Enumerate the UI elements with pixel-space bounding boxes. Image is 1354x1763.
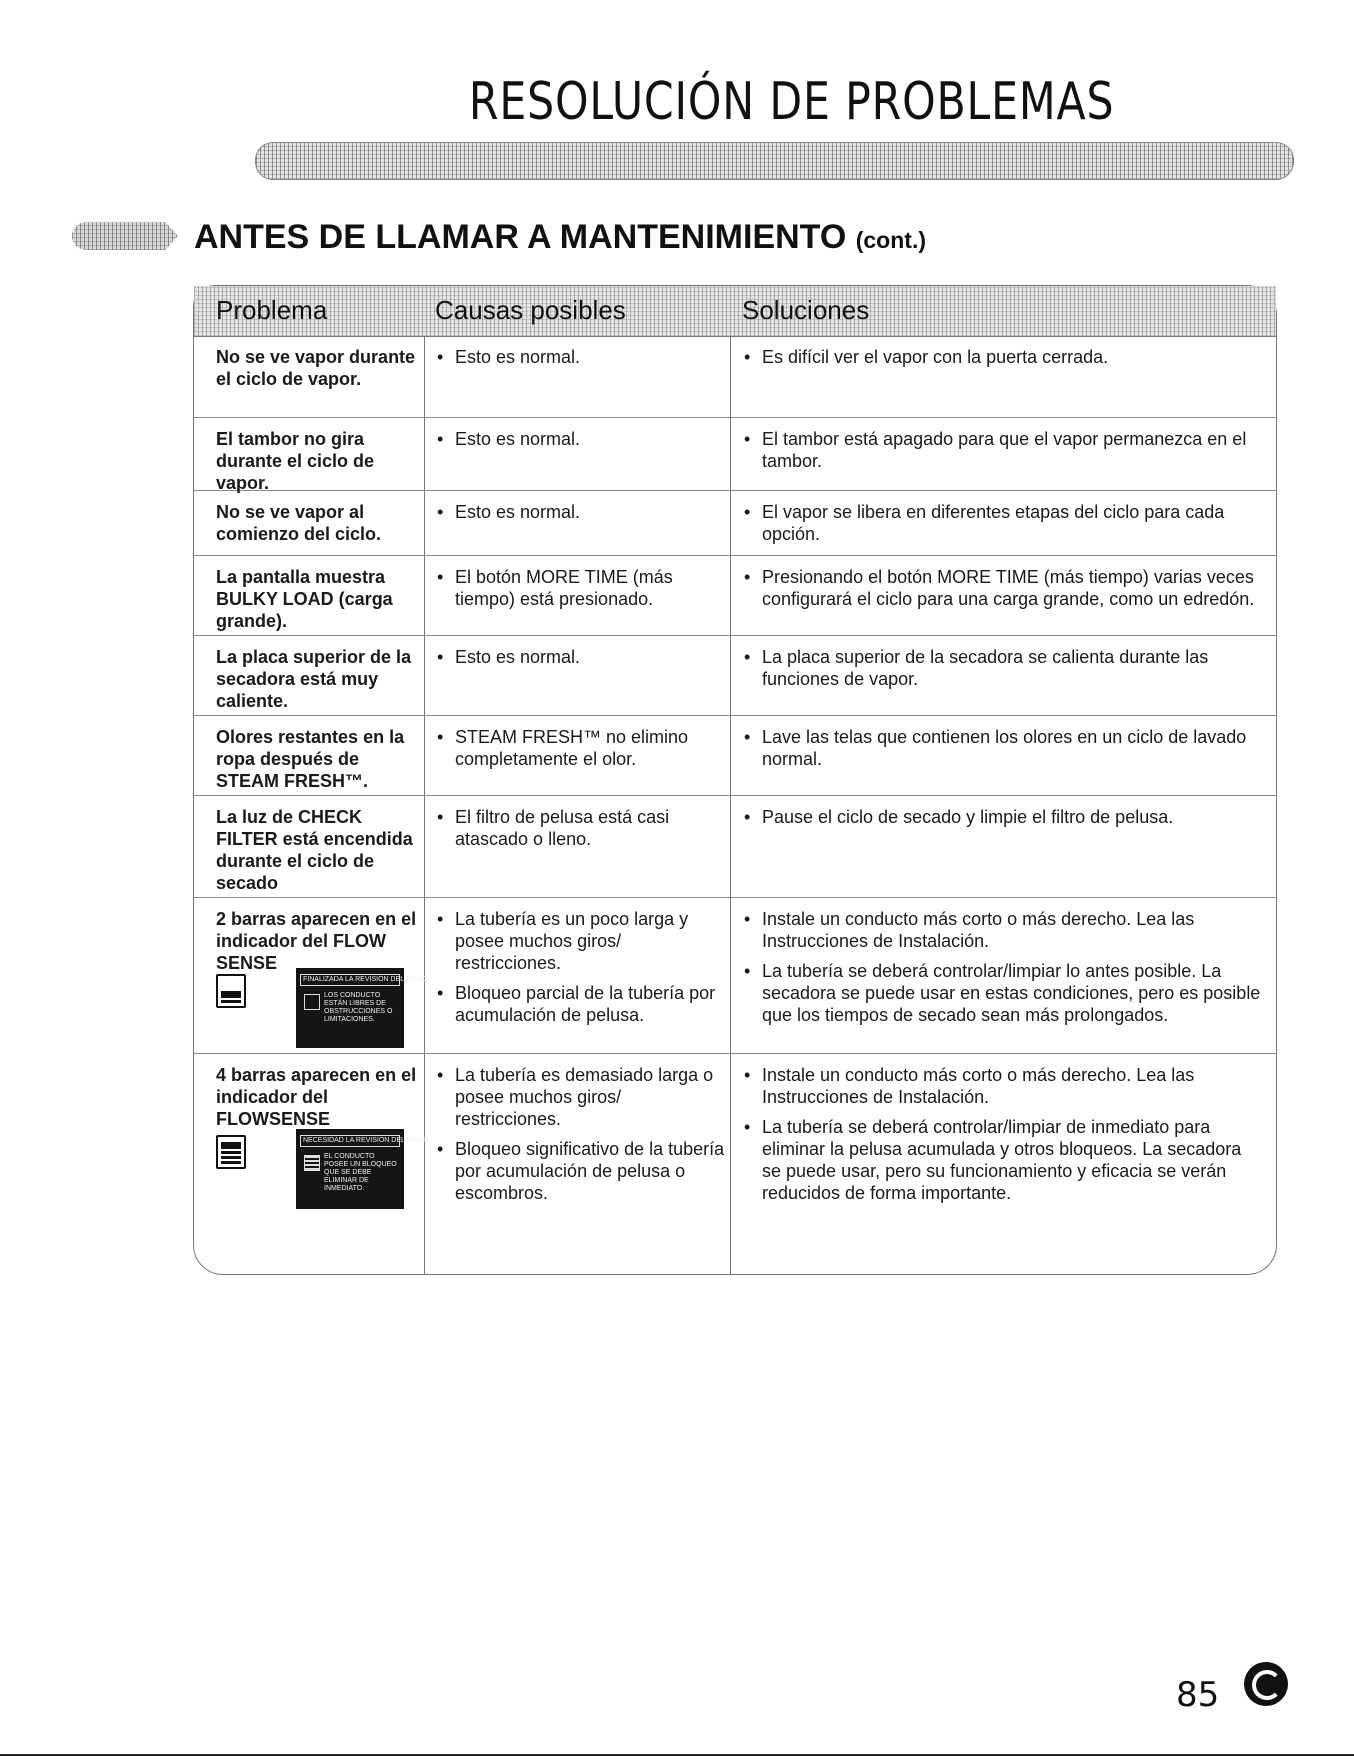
solutions-cell [742, 346, 1262, 376]
table-row [194, 491, 1276, 556]
flow-sense-indicator [216, 968, 428, 1048]
display-mini-icon [304, 994, 320, 1010]
flow-sense-bars-icon [216, 974, 246, 1008]
table-row [194, 336, 1276, 418]
cause-item: • Bloqueo parcial de la tubería por acumulación de pelusa. [435, 982, 730, 1026]
causes-cell [435, 726, 730, 778]
solution-item: • Presionando el botón MORE TIME (más tiempo) varias veces configurará el ciclo para una carga grande, como un edredón. [742, 566, 1262, 610]
problem-cell: Olores restantes en la ropa después de STEAM FRESH™. [216, 727, 405, 791]
section-heading-suffix: (cont.) [855, 227, 926, 253]
causes-cell [435, 1064, 730, 1212]
bottom-rule [0, 1754, 1354, 1756]
flow-sense-indicator [216, 1129, 429, 1209]
causes-cell [435, 806, 730, 858]
solution-item: • Lave las telas que contienen los olores en un ciclo de lavado normal. [742, 726, 1262, 770]
column-header-problem: Problema [216, 295, 328, 325]
solutions-cell [742, 908, 1262, 1034]
causes-cell [435, 646, 730, 676]
table-row [194, 796, 1276, 898]
solutions-cell [742, 1064, 1262, 1212]
solution-item: • Pause el ciclo de secado y limpie el filtro de pelusa. [742, 806, 1262, 828]
causes-cell [435, 908, 730, 1034]
solutions-cell [742, 646, 1262, 698]
cause-item: • Esto es normal. [435, 428, 730, 450]
causes-cell [435, 428, 730, 458]
problem-cell: 4 barras aparecen en el indicador del FLOWSENSE [216, 1065, 417, 1129]
problem-cell: La placa superior de la secadora está muy caliente. [216, 647, 412, 711]
solution-item: • Instale un conducto más corto o más derecho. Lea las Instrucciones de Instalación. [742, 908, 1262, 952]
problem-cell: No se ve vapor durante el ciclo de vapor. [216, 347, 416, 389]
solutions-cell [742, 806, 1262, 836]
problem-cell: La luz de CHECK FILTER está encendida durante el ciclo de secado [216, 807, 413, 893]
cause-item: • La tubería es un poco larga y posee muchos giros/ restricciones. [435, 908, 730, 974]
table-row [194, 556, 1276, 636]
solution-item: • Es difícil ver el vapor con la puerta cerrada. [742, 346, 1262, 368]
solution-item: • Instale un conducto más corto o más derecho. Lea las Instrucciones de Instalación. [742, 1064, 1262, 1108]
cause-item: • Esto es normal. [435, 501, 730, 523]
page-title: RESOLUCIÓN DE PROBLEMAS [468, 72, 1115, 132]
display-body [300, 1153, 400, 1193]
solutions-cell [742, 566, 1262, 618]
display-message: EL CONDUCTO POSEE UN BLOQUEO QUE SE DEBE ELIMINAR DE INMEDIATO. [324, 1153, 397, 1192]
display-screen [296, 1129, 429, 1209]
causes-cell [435, 346, 730, 376]
section-heading [194, 218, 926, 257]
display-message: LOS CONDUCTO ESTÁN LIBRES DE OBSTRUCCIONES O LIMITACIONES. [324, 992, 393, 1023]
table-row [194, 636, 1276, 716]
cause-item: • Esto es normal. [435, 346, 730, 368]
causes-cell [435, 566, 730, 618]
problem-cell: No se ve vapor al comienzo del ciclo. [216, 502, 382, 544]
column-header-causes: Causas posibles [435, 295, 626, 325]
solution-item: • La placa superior de la secadora se calienta durante las funciones de vapor. [742, 646, 1262, 690]
cause-item: • STEAM FRESH™ no elimino completamente el olor. [435, 726, 730, 770]
solution-item: • El vapor se libera en diferentes etapas del ciclo para cada opción. [742, 501, 1262, 545]
display-screen [296, 968, 428, 1048]
problem-cell: El tambor no gira durante el ciclo de vapor. [216, 429, 375, 493]
display-heading: FINALIZADA LA REVISIÓN DEL FLUJO [300, 974, 400, 986]
solutions-cell [742, 501, 1262, 553]
solutions-cell [742, 726, 1262, 778]
solution-item: • La tubería se deberá controlar/limpiar de inmediato para eliminar la pelusa acumulada y otros bloqueos. La secadora se puede usar, pero su funcionamiento y eficacia se verán reducidos de forma importante. [742, 1116, 1262, 1204]
lg-logo-icon [1244, 1662, 1288, 1706]
title-decorative-bar [255, 142, 1294, 180]
column-header-solutions: Soluciones [742, 295, 870, 325]
cause-item: • Esto es normal. [435, 646, 730, 668]
causes-cell [435, 501, 730, 531]
table-row [194, 418, 1276, 491]
problem-cell: La pantalla muestra BULKY LOAD (carga grande). [216, 567, 393, 631]
table-row [194, 1054, 1276, 1276]
cause-item: • El filtro de pelusa está casi atascado o lleno. [435, 806, 730, 850]
cause-item: • El botón MORE TIME (más tiempo) está presionado. [435, 566, 730, 610]
page-number: 85 [1176, 1675, 1220, 1715]
table-row [194, 716, 1276, 796]
problem-cell: 2 barras aparecen en el indicador del FLOW SENSE [216, 909, 417, 973]
section-arrow-icon [72, 222, 178, 250]
display-body [300, 992, 400, 1024]
display-mini-icon [304, 1155, 320, 1171]
troubleshooting-table [193, 285, 1277, 1275]
cause-item: • Bloqueo significativo de la tubería por acumulación de pelusa o escombros. [435, 1138, 730, 1204]
table-row [194, 898, 1276, 1054]
table-header [194, 286, 1276, 337]
solutions-cell [742, 428, 1262, 480]
display-heading: NECESIDAD LA REVISIÓN DEL FLUJO [300, 1135, 400, 1147]
cause-item: • La tubería es demasiado larga o posee muchos giros/ restricciones. [435, 1064, 730, 1130]
section-heading-text: ANTES DE LLAMAR A MANTENIMIENTO [194, 218, 847, 256]
flow-sense-bars-icon [216, 1135, 246, 1169]
solution-item: • La tubería se deberá controlar/limpiar lo antes posible. La secadora se puede usar en estas condiciones, pero es posible que los tiempos de secado sean más prolongados. [742, 960, 1262, 1026]
solution-item: • El tambor está apagado para que el vapor permanezca en el tambor. [742, 428, 1262, 472]
